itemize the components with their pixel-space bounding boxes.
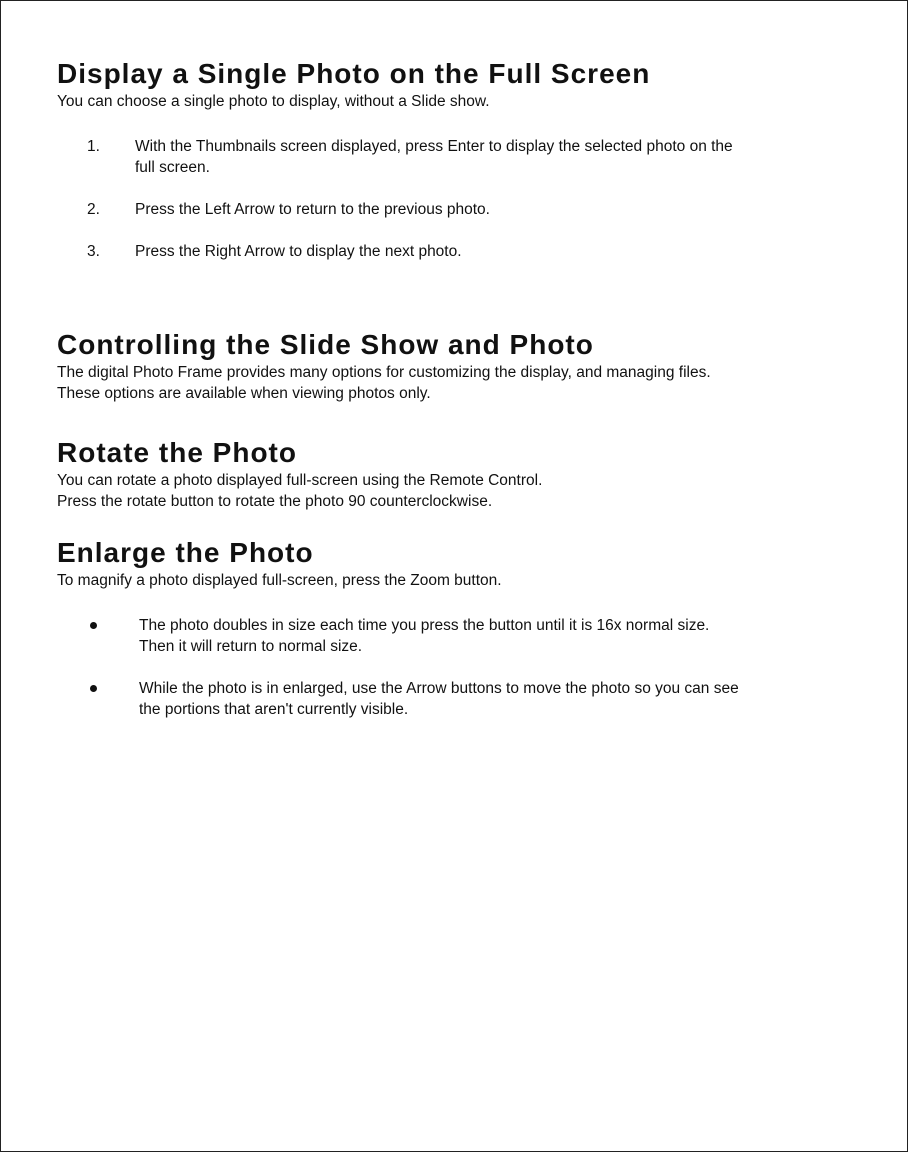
section-intro: To magnify a photo displayed full-screen, press the Zoom button. bbox=[57, 572, 502, 589]
bullet-icon bbox=[90, 685, 97, 692]
bullet-icon bbox=[90, 622, 97, 629]
bullet-text: Then it will return to normal size. bbox=[139, 638, 363, 655]
section-text: The digital Photo Frame provides many options for customizing the display, and managing files. bbox=[57, 364, 711, 381]
bullet-item-1 bbox=[87, 615, 887, 657]
step-item-2 bbox=[87, 199, 887, 220]
step-item-1 bbox=[87, 136, 887, 178]
step-text: full screen. bbox=[135, 159, 210, 176]
step-number: 2. bbox=[87, 201, 100, 218]
step-number: 3. bbox=[87, 243, 100, 260]
section-heading: Display a Single Photo on the Full Screen bbox=[57, 58, 651, 89]
section-rotate bbox=[57, 436, 877, 512]
step-text: Press the Left Arrow to return to the previous photo. bbox=[135, 201, 490, 218]
section-text: These options are available when viewing photos only. bbox=[57, 385, 431, 402]
section-heading: Controlling the Slide Show and Photo bbox=[57, 329, 594, 360]
step-number: 1. bbox=[87, 138, 100, 155]
bullet-text: The photo doubles in size each time you press the button until it is 16x normal size. bbox=[139, 617, 710, 634]
bullet-item-2 bbox=[87, 678, 887, 720]
bullet-list bbox=[87, 615, 887, 720]
steps-list bbox=[87, 136, 887, 262]
section-heading: Enlarge the Photo bbox=[57, 537, 314, 568]
section-enlarge bbox=[57, 536, 877, 591]
step-text: Press the Right Arrow to display the next photo. bbox=[135, 243, 462, 260]
section-heading: Rotate the Photo bbox=[57, 437, 297, 468]
bullet-text: While the photo is in enlarged, use the Arrow buttons to move the photo so you can see bbox=[139, 680, 739, 697]
bullet-text: the portions that aren't currently visible. bbox=[139, 701, 409, 718]
section-text: You can rotate a photo displayed full-screen using the Remote Control. bbox=[57, 472, 543, 489]
section-single-photo bbox=[57, 57, 877, 112]
section-intro: You can choose a single photo to display, without a Slide show. bbox=[57, 93, 490, 110]
step-text: With the Thumbnails screen displayed, press Enter to display the selected photo on the bbox=[135, 138, 733, 155]
section-text: Press the rotate button to rotate the photo 90 counterclockwise. bbox=[57, 493, 493, 510]
section-controlling bbox=[57, 328, 877, 404]
step-item-3 bbox=[87, 241, 887, 262]
